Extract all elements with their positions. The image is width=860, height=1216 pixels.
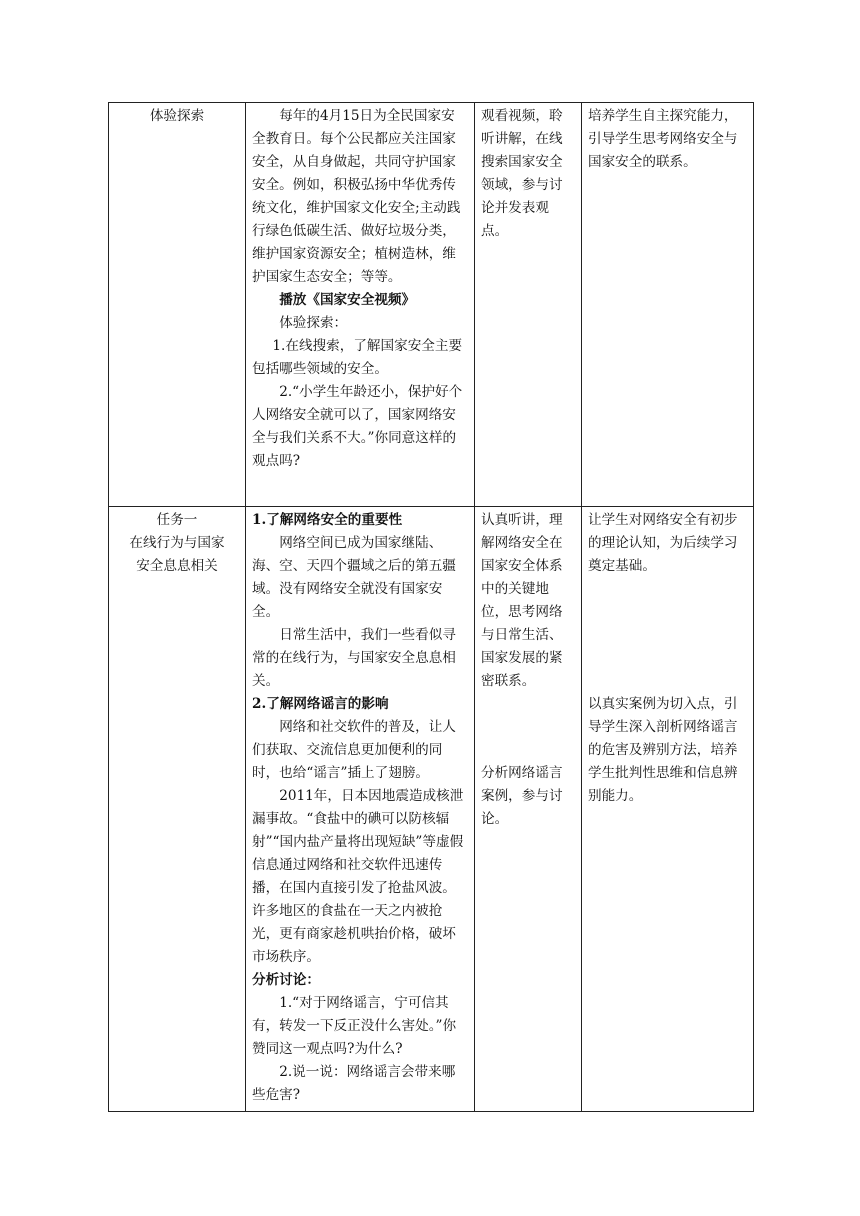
content-paragraph: 体验探索： <box>279 315 348 331</box>
table-row <box>109 507 754 1112</box>
student-activity-text: 分析网络谣言案例，参与讨论。 <box>481 765 563 827</box>
stage-cell <box>109 103 246 507</box>
lesson-plan-table <box>108 102 754 1112</box>
design-intent-text: 培养学生自主探究能力，引导学生思考网络安全与国家安全的联系。 <box>588 108 738 170</box>
content-cell <box>246 507 475 1112</box>
student-activity-cell <box>475 103 582 507</box>
content-paragraph: 网络空间已成为国家继陆、海、空、天四个疆域之后的第五疆域。没有网络安全就没有国家安全。 <box>252 535 456 620</box>
student-activity-cell <box>475 507 582 1112</box>
stage-subtitle: 安全息息相关 <box>136 558 218 574</box>
section-heading: 1.了解网络安全的重要性 <box>252 512 403 528</box>
stage-title: 体验探索 <box>149 108 205 124</box>
design-intent-text: 让学生对网络安全有初步的理论认知，为后续学习奠定基础。 <box>588 512 738 574</box>
section-heading: 2.了解网络谣言的影响 <box>252 696 389 712</box>
content-paragraph: 2011年，日本因地震造成核泄漏事故。“食盐中的碘可以防核辐射”“国内盐产量将出现短缺”等虚假信息通过网络和社交软件迅速传播，在国内直接引发了抢盐风波。许多地区的食盐在一天之内被抢光，更有商家趁机哄抬价格，破坏市场秩序。 <box>252 788 464 965</box>
design-intent-text: 以真实案例为切入点，引导学生深入剖析网络谣言的危害及辨别方法，培养学生批判性思维和信息辨别能力。 <box>588 696 738 804</box>
content-paragraph: 每年的4月15日为全民国家安全教育日。每个公民都应关注国家安全，从自身做起，共同守护国家安全。例如，积极弘扬中华优秀传统文化，维护国家文化安全;主动践行绿色低碳生活、做好垃圾分类，维护国家资源安全；植树造林，维护国家生态安全；等等。 <box>252 108 461 285</box>
stage-subtitle: 在线行为与国家 <box>129 535 225 551</box>
content-cell <box>246 103 475 507</box>
content-paragraph: 播放《国家安全视频》 <box>279 292 416 308</box>
stage-title: 任务一 <box>156 512 198 528</box>
student-activity-text: 观看视频，聆听讲解，在线搜索国家安全领域，参与讨论并发表观点。 <box>481 108 563 239</box>
content-paragraph: 1.在线搜索，了解国家安全主要包括哪些领域的安全。 <box>252 338 463 377</box>
content-paragraph: 日常生活中，我们一些看似寻常的在线行为，与国家安全息息相关。 <box>252 627 456 689</box>
design-intent-cell <box>582 103 754 507</box>
design-intent-cell <box>582 507 754 1112</box>
content-paragraph: 1.“对于网络谣言，宁可信其有，转发一下反正没什么害处。”你赞同这一观点吗?为什么? <box>252 995 457 1057</box>
content-paragraph: 网络和社交软件的普及，让人们获取、交流信息更加便利的同时，也给“谣言”插上了翅膀。 <box>252 719 456 781</box>
stage-cell <box>109 507 246 1112</box>
content-paragraph: 2.说一说：网络谣言会带来哪些危害? <box>252 1064 456 1103</box>
student-activity-text: 认真听讲，理解网络安全在国家安全体系中的关键地位，思考网络与日常生活、国家发展的紧密联系。 <box>481 512 563 689</box>
table-row <box>109 103 754 507</box>
section-heading: 分析讨论： <box>252 972 320 988</box>
content-paragraph: 2.“小学生年龄还小，保护好个人网络安全就可以了，国家网络安全与我们关系不大。”你同意这样的观点吗? <box>252 384 463 469</box>
